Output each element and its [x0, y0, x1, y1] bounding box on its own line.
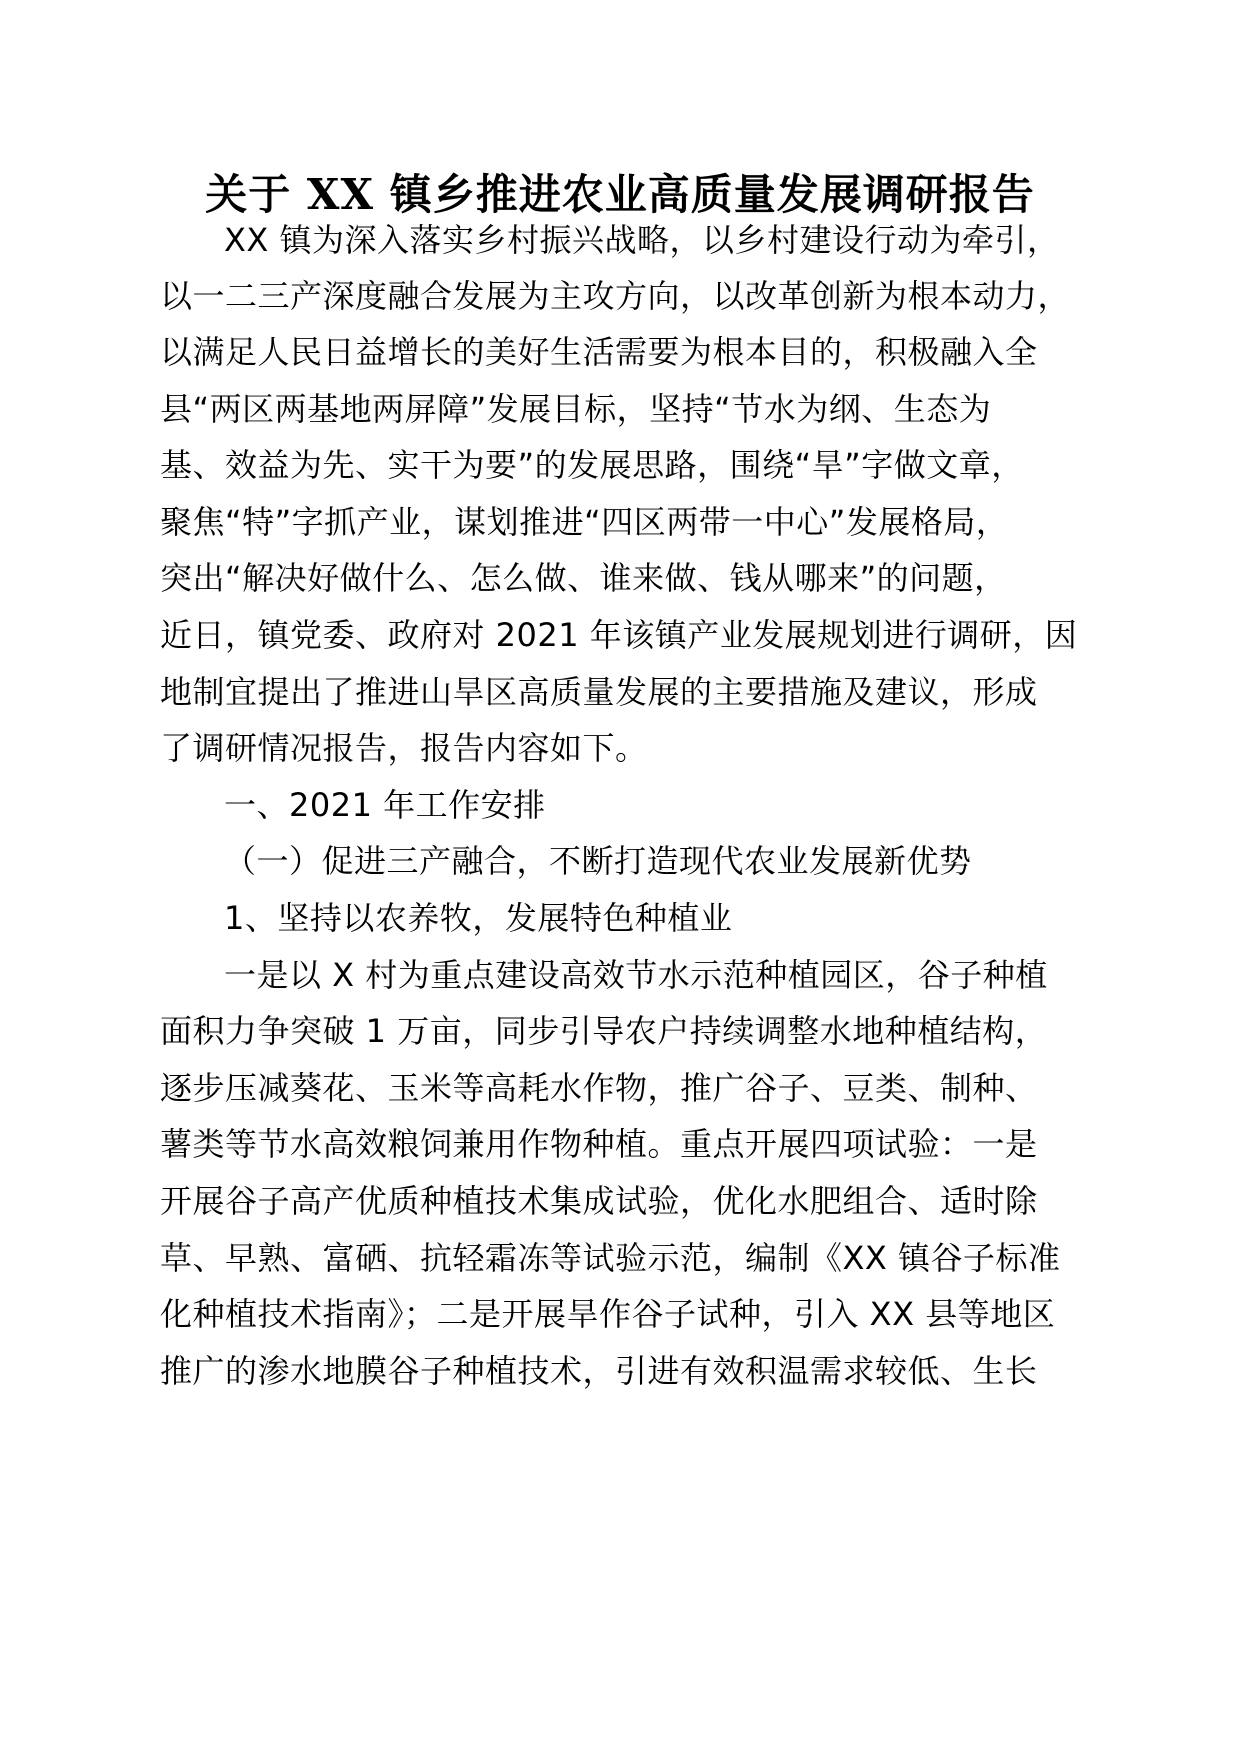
paragraph-line: 逐步压减葵花、玉米等高耗水作物，推广谷子、豆类、制种、	[160, 1069, 1038, 1107]
paragraph-line: XX 镇为深入落实乡村振兴战略，以乡村建设行动为牵引，	[224, 221, 1060, 259]
paragraph-line: 面积力争突破 1 万亩，同步引导农户持续调整水地种植结构，	[160, 1012, 1048, 1050]
paragraph-line: 以满足人民日益增长的美好生活需要为根本目的，积极融入全	[160, 333, 1038, 371]
item-heading: 1、坚持以农养牧，发展特色种植业	[224, 899, 733, 937]
paragraph-line: 推广的渗水地膜谷子种植技术，引进有效积温需求较低、生长	[160, 1352, 1038, 1390]
subsection-heading: （一）促进三产融合，不断打造现代农业发展新优势	[224, 842, 972, 880]
paragraph-line: 开展谷子高产优质种植技术集成试验，优化水肥组合、适时除	[160, 1182, 1038, 1220]
document-title: 关于 XX 镇乡推进农业高质量发展调研报告	[205, 170, 1035, 219]
section-heading: 一、2021 年工作安排	[224, 786, 546, 824]
paragraph-line: 草、早熟、富硒、抗轻霜冻等试验示范，编制《XX 镇谷子标准	[160, 1239, 1061, 1277]
paragraph-line: 薯类等节水高效粮饲兼用作物种植。重点开展四项试验：一是	[160, 1125, 1038, 1163]
paragraph-line: 地制宜提出了推进山旱区高质量发展的主要措施及建议，形成	[160, 673, 1038, 711]
paragraph-line: 基、效益为先、实干为要”的发展思路，围绕“旱”字做文章，	[160, 446, 1024, 484]
paragraph-line: 一是以 X 村为重点建设高效节水示范种植园区，谷子种植	[224, 956, 1048, 994]
paragraph-line: 县“两区两基地两屏障”发展目标，坚持“节水为纲、生态为	[160, 390, 992, 428]
paragraph-line: 化种植技术指南》；二是开展旱作谷子试种，引入 XX 县等地区	[160, 1295, 1056, 1333]
paragraph-line: 了调研情况报告，报告内容如下。	[160, 729, 648, 767]
paragraph-line: 近日，镇党委、政府对 2021 年该镇产业发展规划进行调研，因	[160, 616, 1078, 654]
paragraph-line: 突出“解决好做什么、怎么做、谁来做、钱从哪来”的问题，	[160, 559, 1007, 597]
paragraph-line: 以一二三产深度融合发展为主攻方向，以改革创新为根本动力，	[160, 277, 1071, 315]
paragraph-line: 聚焦“特”字抓产业，谋划推进“四区两带一中心”发展格局，	[160, 503, 1009, 541]
